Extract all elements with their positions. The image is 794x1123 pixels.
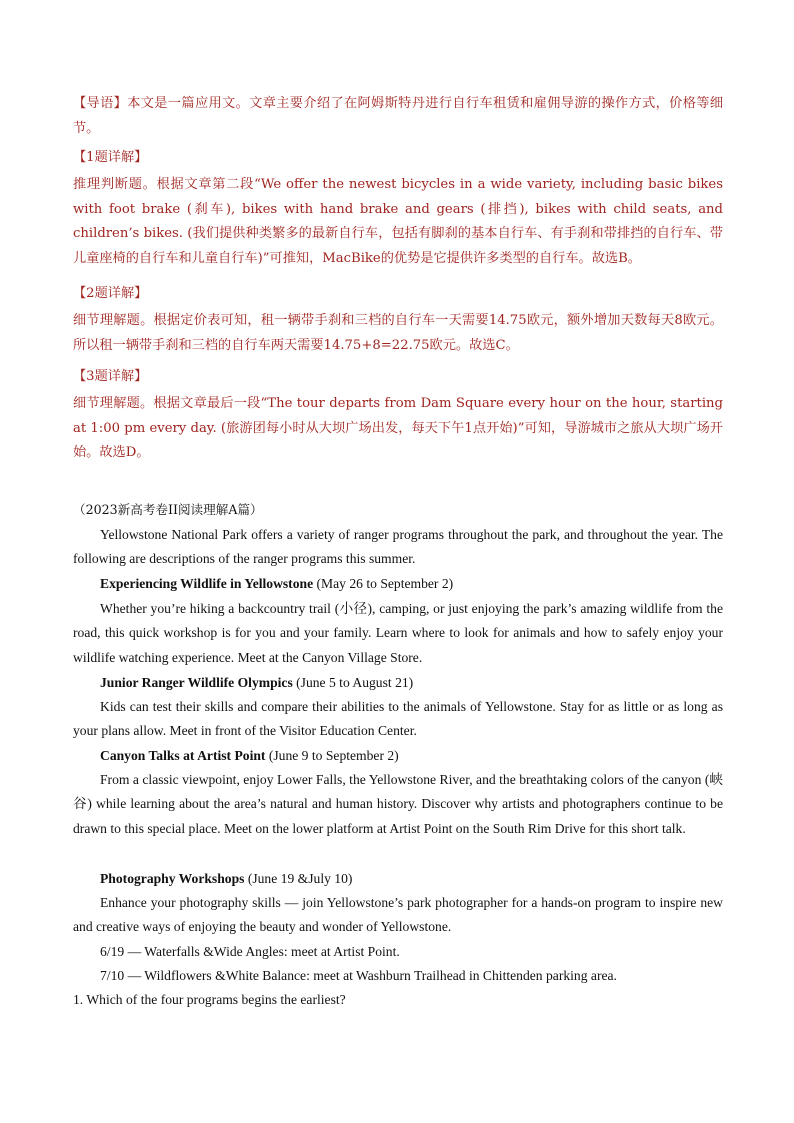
intro-text: 本文是一篇应用文。文章主要介绍了在阿姆斯特丹进行自行车租赁和雇佣导游的操作方式，价格等细节。 bbox=[73, 96, 724, 136]
program-desc-2: Kids can test their skills and compare their abilities to the animals of Yellowstone. Stay for as little or as long as your plans allow. Meet in front of the Visitor Education Center. bbox=[73, 699, 723, 739]
program-heading-1 bbox=[73, 572, 723, 596]
program-heading-2 bbox=[73, 671, 723, 695]
program-dates: (June 5 to August 21) bbox=[292, 675, 414, 690]
program-dates: (June 19 &July 10) bbox=[244, 871, 353, 886]
program-heading-3 bbox=[73, 744, 723, 768]
q1-explanation: 推理判断题。根据文章第二段“We offer the newest bicycles in a wide variety, including basic bikes with foot brake (刹车), bikes with hand brake and gears (排挡), bikes with child seats, and children’s bikes. (我们提供种类繁多的最新自行车，包括有脚刹的基本自行车、有手刹和带排挡的自行车、带儿童座椅的自行车和儿童自行车)”可推知，MacBike的优势是它提供许多类型的自行车。故选B。 bbox=[73, 177, 723, 266]
program-heading-4 bbox=[73, 867, 723, 891]
session-item: 7/10 — Wildflowers &White Balance: meet at Washburn Trailhead in Chittenden parking area. bbox=[100, 968, 617, 983]
passage-source: （2023新高考卷II阅读理解A篇） bbox=[73, 502, 263, 517]
q2-explanation: 细节理解题。根据定价表可知，租一辆带手刹和三档的自行车一天需要14.75欧元，额外增加天数每天8欧元。所以租一辆带手刹和三档的自行车两天需要14.75+8=22.75欧元。故选C。 bbox=[73, 313, 723, 353]
passage-intro: Yellowstone National Park offers a variety of ranger programs throughout the park, and throughout the year. The following are descriptions of the ranger programs this summer. bbox=[73, 527, 723, 567]
intro-paragraph bbox=[73, 92, 723, 141]
program-desc-1: Whether you’re hiking a backcountry trail (小径), camping, or just enjoying the park’s amazing wildlife from the road, this quick workshop is for you and your family. Learn where to look for animals and how to safely enjoy your wildlife watching experience. Meet at the Canyon Village Store. bbox=[73, 601, 723, 665]
program-dates: (May 26 to September 2) bbox=[313, 576, 454, 591]
program-title: Canyon Talks at Artist Point bbox=[100, 748, 266, 763]
program-title: Experiencing Wildlife in Yellowstone bbox=[100, 576, 314, 591]
program-dates: (June 9 to September 2) bbox=[265, 748, 399, 763]
q3-explanation: 细节理解题。根据文章最后一段“The tour departs from Dam Square every hour on the hour, starting at 1:00 pm every day. (旅游团每小时从大坝广场出发，每天下午1点开始)”可知，导游城市之旅从大坝广场开始。故选D。 bbox=[73, 396, 723, 460]
program-title: Junior Ranger Wildlife Olympics bbox=[100, 675, 293, 690]
program-title: Photography Workshops bbox=[100, 871, 245, 886]
intro-label: 【导语】 bbox=[73, 96, 128, 111]
q3-label: 【3题详解】 bbox=[73, 369, 148, 384]
q1-label: 【1题详解】 bbox=[73, 150, 148, 165]
program-desc-4: Enhance your photography skills — join Yellowstone’s park photographer for a hands-on program to inspire new and creative ways of enjoying the beauty and wonder of Yellowstone. bbox=[73, 895, 723, 935]
question-1: 1. Which of the four programs begins the earliest? bbox=[73, 992, 346, 1007]
q2-label: 【2题详解】 bbox=[73, 286, 148, 301]
session-item: 6/19 — Waterfalls &Wide Angles: meet at Artist Point. bbox=[100, 944, 400, 959]
program-desc-3: From a classic viewpoint, enjoy Lower Falls, the Yellowstone River, and the breathtaking colors of the canyon (峡谷) while learning about the area’s natural and human history. Discover why artists and photographers continue to be drawn to this special place. Meet on the lower platform at Artist Point on the South Rim Drive for this short talk. bbox=[73, 772, 723, 836]
